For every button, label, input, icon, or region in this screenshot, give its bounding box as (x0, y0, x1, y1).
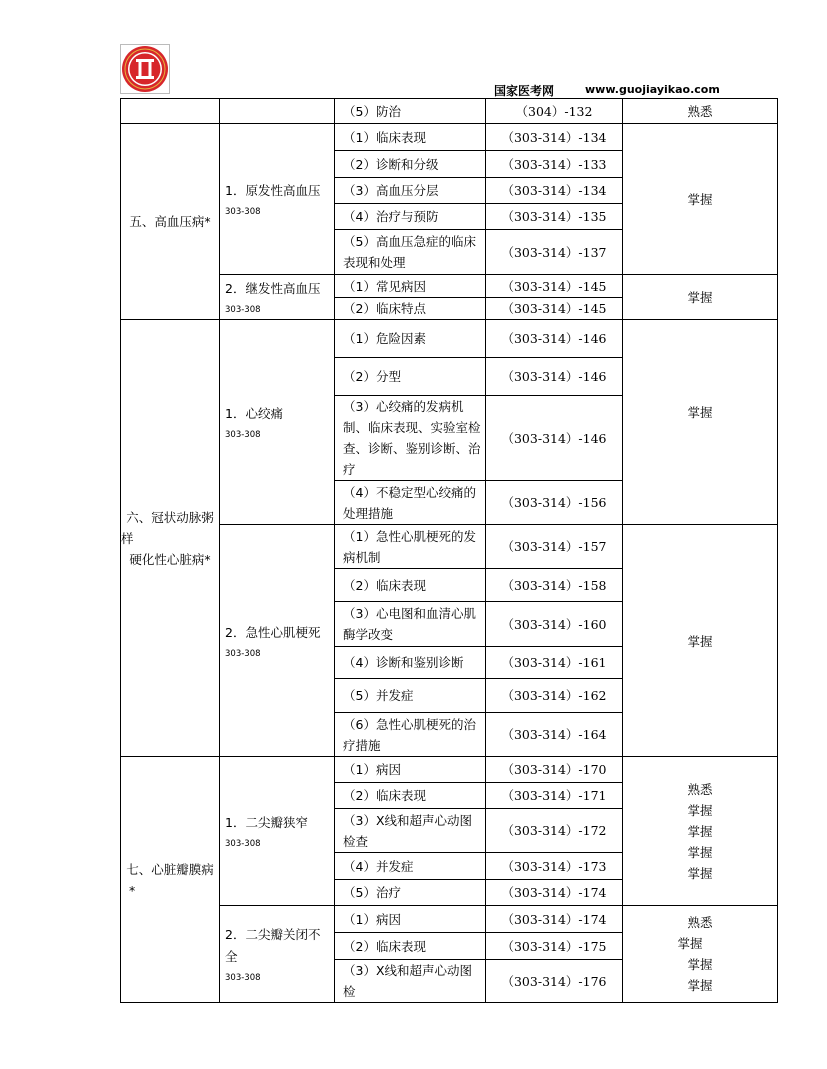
ref-cell: （303-314）-137 (486, 230, 623, 275)
item-cell: （3）X线和超声心动图检 (335, 960, 486, 1003)
item-cell: （1）临床表现 (335, 124, 486, 151)
table-row (121, 906, 778, 933)
item-cell: （4）诊断和鉴别诊断 (335, 647, 486, 679)
ref-cell: （303-314）-146 (486, 396, 623, 481)
ref-cell: （303-314）-164 (486, 713, 623, 757)
topic-cell (220, 525, 335, 757)
item-cell: （5）并发症 (335, 679, 486, 713)
item-cell: （1）危险因素 (335, 320, 486, 358)
site-name: 国家医考网 (494, 84, 555, 98)
ref-cell: （303-314）-173 (486, 853, 623, 880)
topic-cell (220, 124, 335, 275)
topic-pages: 303-308 (225, 305, 261, 315)
syllabus-table (120, 98, 778, 1003)
topic-cell (220, 320, 335, 525)
ref-cell: （303-314）-162 (486, 679, 623, 713)
item-cell: （2）分型 (335, 358, 486, 396)
item-cell: （5）高血压急症的临床表现和处理 (335, 230, 486, 275)
req-label: 掌握 (687, 802, 713, 818)
unit-label: 硬化性心脏病* (129, 551, 211, 567)
ref-cell: （303-314）-160 (486, 602, 623, 647)
unit-label: 五、高血压病* (129, 214, 211, 229)
ref-cell: （303-314）-156 (486, 481, 623, 525)
ref-cell: （303-314）-170 (486, 757, 623, 783)
item-cell: （3）高血压分层 (335, 178, 486, 204)
req-label: 掌握 (687, 865, 713, 881)
req-label: 掌握 (677, 936, 703, 951)
topic-title: 1．二尖瓣狭窄 (225, 815, 308, 830)
item-cell: （2）诊断和分级 (335, 151, 486, 178)
topic-cell (220, 99, 335, 124)
topic-title: 1．原发性高血压 (225, 183, 321, 198)
req-cell (623, 757, 778, 906)
item-cell: （1）病因 (335, 757, 486, 783)
ref-cell: （303-314）-176 (486, 960, 623, 1003)
table-row (121, 757, 778, 783)
unit-label: 六、冠状动脉粥 (126, 509, 214, 525)
ref-cell: （304）-132 (486, 99, 623, 124)
ref-cell: （303-314）-158 (486, 569, 623, 602)
topic-pages: 303-308 (225, 839, 261, 849)
topic-title: 2．继发性高血压 (225, 281, 321, 296)
req-cell: 掌握 (623, 525, 778, 757)
item-cell: （5）防治 (335, 99, 486, 124)
unit-cell (121, 757, 220, 1003)
req-cell: 掌握 (623, 275, 778, 320)
topic-pages: 303-308 (225, 973, 261, 983)
table-row (121, 99, 778, 124)
topic-cell (220, 275, 335, 320)
item-cell: （3）心电图和血清心肌酶学改变 (335, 602, 486, 647)
unit-cell (121, 99, 220, 124)
table-row (121, 525, 778, 569)
item-cell: （5）治疗 (335, 880, 486, 906)
req-label: 掌握 (687, 823, 713, 839)
ref-cell: （303-314）-174 (486, 880, 623, 906)
unit-label: * (129, 882, 136, 898)
ref-cell: （303-314）-133 (486, 151, 623, 178)
table-row (121, 124, 778, 151)
site-logo (120, 44, 170, 94)
item-cell: （4）治疗与预防 (335, 204, 486, 230)
req-label: 掌握 (687, 844, 713, 860)
item-cell: （2）临床表现 (335, 783, 486, 809)
topic-cell (220, 906, 335, 1003)
req-cell: 掌握 (623, 320, 778, 525)
topic-cell (220, 757, 335, 906)
ref-cell: （303-314）-157 (486, 525, 623, 569)
req-label: 掌握 (687, 957, 713, 972)
item-cell: （1）病因 (335, 906, 486, 933)
ref-cell: （303-314）-134 (486, 124, 623, 151)
item-cell: （4）不稳定型心绞痛的处理措施 (335, 481, 486, 525)
item-cell: （4）并发症 (335, 853, 486, 880)
table-row (121, 275, 778, 298)
unit-cell (121, 124, 220, 320)
topic-pages: 303-308 (225, 648, 261, 659)
ref-cell: （303-314）-146 (486, 320, 623, 358)
ref-cell: （303-314）-146 (486, 358, 623, 396)
item-cell: （3）X线和超声心动图检查 (335, 809, 486, 853)
topic-title: 全 (225, 949, 238, 964)
ref-cell: （303-314）-134 (486, 178, 623, 204)
topic-title: 2．急性心肌梗死 (225, 624, 321, 640)
unit-label: 样 (121, 530, 134, 546)
req-cell: 掌握 (623, 124, 778, 275)
item-cell: （2）临床表现 (335, 569, 486, 602)
ref-cell: （303-314）-135 (486, 204, 623, 230)
ref-cell: （303-314）-175 (486, 933, 623, 960)
req-label: 熟悉 (687, 915, 713, 930)
unit-cell (121, 320, 220, 757)
item-cell: （2）临床特点 (335, 298, 486, 320)
site-url[interactable]: www.guojiayikao.com (585, 83, 720, 96)
ref-cell: （303-314）-174 (486, 906, 623, 933)
ref-cell: （303-314）-171 (486, 783, 623, 809)
req-cell: 熟悉 (623, 99, 778, 124)
item-cell: （1）急性心肌梗死的发病机制 (335, 525, 486, 569)
topic-pages: 303-308 (225, 207, 261, 217)
ref-cell: （303-314）-145 (486, 298, 623, 320)
item-cell: （1）常见病因 (335, 275, 486, 298)
topic-pages: 303-308 (225, 430, 261, 440)
item-cell: （6）急性心肌梗死的治疗措施 (335, 713, 486, 757)
req-label: 掌握 (687, 978, 713, 993)
ref-cell: （303-314）-172 (486, 809, 623, 853)
item-cell: （3）心绞痛的发病机制、临床表现、实验室检查、诊断、鉴别诊断、治疗 (335, 396, 486, 481)
item-cell: （2）临床表现 (335, 933, 486, 960)
ref-cell: （303-314）-145 (486, 275, 623, 298)
unit-label: 七、心脏瓣膜病 (126, 861, 214, 877)
topic-title: 2．二尖瓣关闭不 (225, 927, 321, 942)
req-cell (623, 906, 778, 1003)
ref-cell: （303-314）-161 (486, 647, 623, 679)
topic-title: 1．心绞痛 (225, 406, 283, 421)
req-label: 熟悉 (687, 781, 713, 797)
table-row (121, 320, 778, 358)
